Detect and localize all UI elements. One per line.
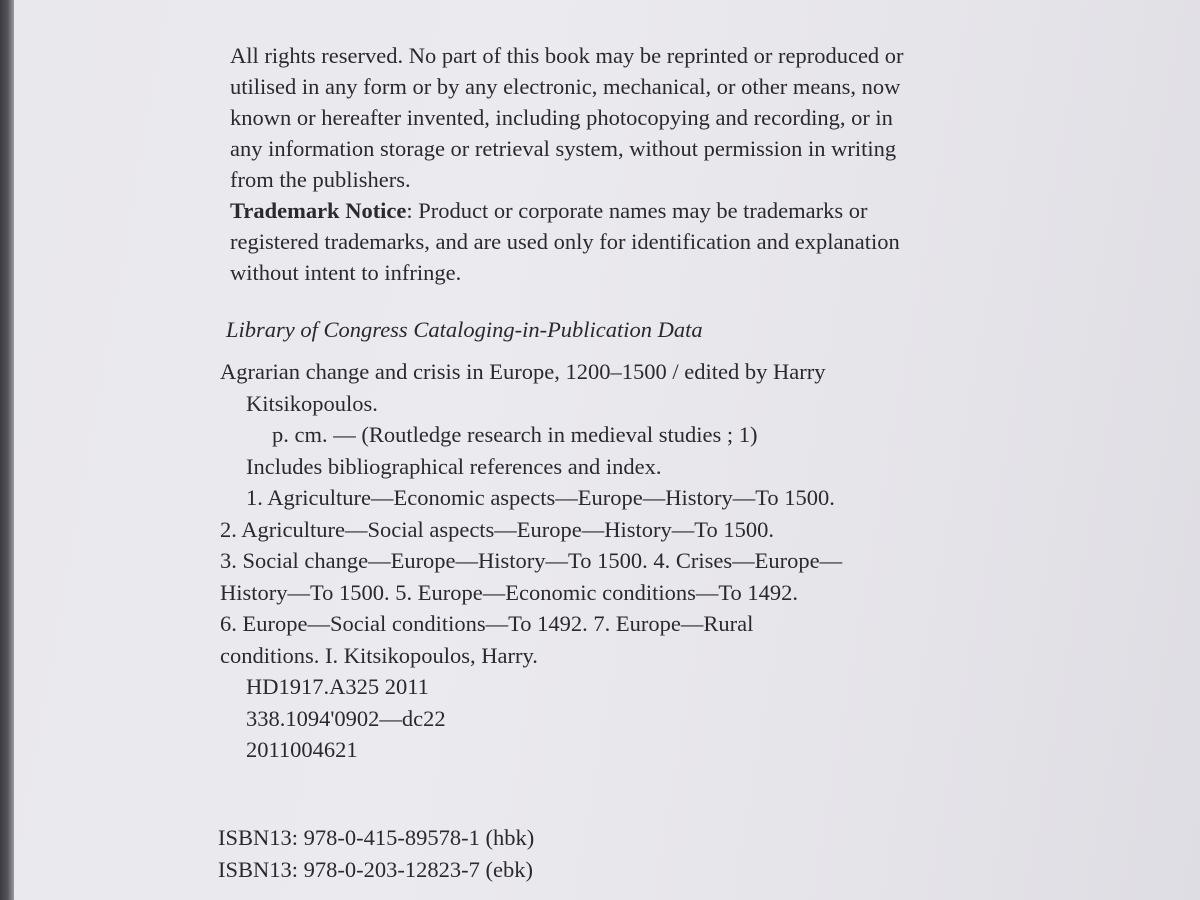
rights-line: any information storage or retrieval system, without permission in writing: [230, 136, 897, 161]
isbn-block: [218, 822, 534, 885]
cip-dewey: 338.1094'0902—dc22: [246, 705, 446, 731]
cip-subject-line: conditions. I. Kitsikopoulos, Harry.: [220, 642, 538, 668]
cip-classification: HD1917.A325 2011: [246, 674, 429, 699]
trademark-line: registered trademarks, and are used only for identification and explanation: [230, 229, 900, 254]
cip-includes: Includes bibliographical references and index.: [246, 453, 662, 479]
trademark-line: [230, 195, 1050, 226]
cip-record: [220, 356, 842, 766]
cip-title-line: Agrarian change and crisis in Europe, 1200–1500 / edited by Harry: [220, 359, 826, 384]
copyright-page: [14, 0, 1200, 900]
rights-line: All rights reserved. No part of this book may be reprinted or reproduced or: [230, 43, 904, 68]
cip-heading: Library of Congress Cataloging-in-Publication Data: [226, 317, 703, 342]
cip-title-line: Kitsikopoulos.: [246, 390, 378, 416]
trademark-line1-text: : Product or corporate names may be trademarks or: [406, 198, 868, 223]
book-binding-edge: [0, 0, 14, 900]
cip-lccn: 2011004621: [246, 737, 358, 762]
cip-subject-line: 1. Agriculture—Economic aspects—Europe—History—To 1500.: [246, 485, 835, 510]
cip-subject-line: 6. Europe—Social conditions—To 1492. 7. Europe—Rural: [220, 611, 754, 636]
trademark-line: without intent to infringe.: [230, 260, 462, 285]
cip-series: p. cm. — (Routledge research in medieval studies ; 1): [272, 422, 758, 447]
cip-subject-line: 3. Social change—Europe—History—To 1500. 4. Crises—Europe—: [220, 548, 843, 573]
rights-line: known or hereafter invented, including photocopying and recording, or in: [230, 105, 893, 130]
cip-subject-line: History—To 1500. 5. Europe—Economic conditions—To 1492.: [220, 579, 799, 605]
cip-subject-line: 2. Agriculture—Social aspects—Europe—History—To 1500.: [220, 516, 774, 542]
isbn-ebk: ISBN13: 978-0-203-12823-7 (ebk): [218, 856, 533, 882]
trademark-notice-paragraph: [230, 195, 1050, 288]
rights-line: utilised in any form or by any electronic, mechanical, or other means, now: [230, 74, 901, 99]
trademark-notice-label: Trademark Notice: [230, 198, 407, 223]
rights-reserved-paragraph: [230, 40, 1050, 195]
rights-line: from the publishers.: [230, 167, 411, 192]
isbn-hbk: ISBN13: 978-0-415-89578-1 (hbk): [218, 825, 535, 850]
